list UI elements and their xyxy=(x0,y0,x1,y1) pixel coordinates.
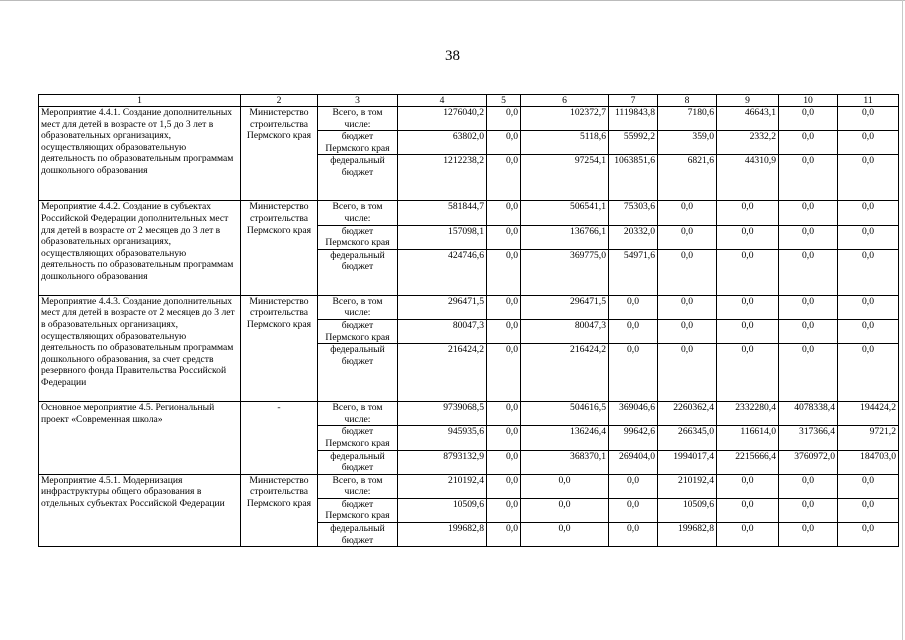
amount-cell: 0,0 xyxy=(779,344,838,402)
funding-source-cell: Всего, в том числе: xyxy=(318,474,398,498)
column-header: 2 xyxy=(241,95,318,107)
amount-cell: 8793132,9 xyxy=(398,450,487,474)
amount-cell: 317366,4 xyxy=(779,426,838,450)
amount-cell: 0,0 xyxy=(838,498,899,522)
amount-cell: 0,0 xyxy=(609,523,658,547)
column-header: 4 xyxy=(398,95,487,107)
amount-cell: 0,0 xyxy=(717,344,779,402)
amount-cell: 184703,0 xyxy=(838,450,899,474)
amount-cell: 0,0 xyxy=(609,319,658,343)
activity-name-cell: Мероприятие 4.4.1. Создание дополнительных мест для детей в возрасте от 1,5 до 3 лет в образовательных организациях, осуществляющих образовательную деятельность по образовательным программам дошкольного образования xyxy=(39,107,241,201)
amount-cell: 0,0 xyxy=(779,474,838,498)
amount-cell: 136246,4 xyxy=(521,426,609,450)
header-row xyxy=(39,95,899,107)
amount-cell: 9721,2 xyxy=(838,426,899,450)
executor-cell: Министерство строительства Пермского края xyxy=(241,295,318,401)
amount-cell: 0,0 xyxy=(487,344,521,402)
amount-cell: 0,0 xyxy=(779,249,838,295)
funding-source-cell: федеральный бюджет xyxy=(318,249,398,295)
column-header: 3 xyxy=(318,95,398,107)
table-row xyxy=(39,402,899,426)
amount-cell: 0,0 xyxy=(838,319,899,343)
amount-cell: 369046,6 xyxy=(609,402,658,426)
amount-cell: 369775,0 xyxy=(521,249,609,295)
amount-cell: 20332,0 xyxy=(609,225,658,249)
amount-cell: 0,0 xyxy=(487,450,521,474)
budget-table xyxy=(38,94,899,547)
funding-source-cell: Всего, в том числе: xyxy=(318,107,398,131)
executor-cell: Министерство строительства Пермского края xyxy=(241,201,318,295)
amount-cell: 0,0 xyxy=(838,344,899,402)
column-header: 8 xyxy=(658,95,717,107)
funding-source-cell: бюджет Пермского края xyxy=(318,131,398,155)
amount-cell: 0,0 xyxy=(717,225,779,249)
funding-source-cell: федеральный бюджет xyxy=(318,523,398,547)
amount-cell: 0,0 xyxy=(779,319,838,343)
amount-cell: 0,0 xyxy=(487,474,521,498)
amount-cell: 2332,2 xyxy=(717,131,779,155)
amount-cell: 10509,6 xyxy=(658,498,717,522)
amount-cell: 194424,2 xyxy=(838,402,899,426)
page-number: 38 xyxy=(445,48,460,64)
amount-cell: 0,0 xyxy=(487,131,521,155)
amount-cell: 0,0 xyxy=(521,474,609,498)
amount-cell: 75303,6 xyxy=(609,201,658,225)
amount-cell: 0,0 xyxy=(717,523,779,547)
amount-cell: 581844,7 xyxy=(398,201,487,225)
activity-name-cell: Основное мероприятие 4.5. Региональный проект «Современная школа» xyxy=(39,402,241,475)
amount-cell: 0,0 xyxy=(609,295,658,319)
amount-cell: 157098,1 xyxy=(398,225,487,249)
amount-cell: 0,0 xyxy=(838,249,899,295)
amount-cell: 44310,9 xyxy=(717,155,779,201)
column-header: 1 xyxy=(39,95,241,107)
amount-cell: 0,0 xyxy=(487,201,521,225)
amount-cell: 2260362,4 xyxy=(658,402,717,426)
amount-cell: 136766,1 xyxy=(521,225,609,249)
amount-cell: 0,0 xyxy=(487,523,521,547)
amount-cell: 266345,0 xyxy=(658,426,717,450)
amount-cell: 1063851,6 xyxy=(609,155,658,201)
amount-cell: 0,0 xyxy=(717,498,779,522)
amount-cell: 0,0 xyxy=(658,319,717,343)
amount-cell: 55992,2 xyxy=(609,131,658,155)
column-header: 7 xyxy=(609,95,658,107)
amount-cell: 0,0 xyxy=(487,295,521,319)
funding-source-cell: бюджет Пермского края xyxy=(318,319,398,343)
executor-cell: Министерство строительства Пермского края xyxy=(241,107,318,201)
amount-cell: 0,0 xyxy=(658,249,717,295)
amount-cell: 296471,5 xyxy=(521,295,609,319)
amount-cell: 1276040,2 xyxy=(398,107,487,131)
amount-cell: 4078338,4 xyxy=(779,402,838,426)
amount-cell: 0,0 xyxy=(717,474,779,498)
amount-cell: 216424,2 xyxy=(398,344,487,402)
amount-cell: 368370,1 xyxy=(521,450,609,474)
amount-cell: 0,0 xyxy=(658,225,717,249)
amount-cell: 296471,5 xyxy=(398,295,487,319)
amount-cell: 0,0 xyxy=(609,498,658,522)
amount-cell: 0,0 xyxy=(609,344,658,402)
amount-cell: 0,0 xyxy=(487,249,521,295)
amount-cell: 6821,6 xyxy=(658,155,717,201)
amount-cell: 0,0 xyxy=(521,523,609,547)
amount-cell: 0,0 xyxy=(487,107,521,131)
amount-cell: 0,0 xyxy=(779,295,838,319)
amount-cell: 216424,2 xyxy=(521,344,609,402)
amount-cell: 0,0 xyxy=(658,201,717,225)
funding-source-cell: Всего, в том числе: xyxy=(318,295,398,319)
column-header: 5 xyxy=(487,95,521,107)
amount-cell: 0,0 xyxy=(487,426,521,450)
table-row xyxy=(39,295,899,319)
amount-cell: 359,0 xyxy=(658,131,717,155)
executor-cell: Министерство строительства Пермского края xyxy=(241,474,318,547)
amount-cell: 506541,1 xyxy=(521,201,609,225)
amount-cell: 116614,0 xyxy=(717,426,779,450)
amount-cell: 0,0 xyxy=(658,344,717,402)
table-row xyxy=(39,201,899,225)
table-row xyxy=(39,474,899,498)
activity-name-cell: Мероприятие 4.5.1. Модернизация инфраструктуры общего образования в отдельных субъектах Российской Федерации xyxy=(39,474,241,547)
amount-cell: 199682,8 xyxy=(398,523,487,547)
amount-cell: 0,0 xyxy=(717,295,779,319)
column-header: 6 xyxy=(521,95,609,107)
amount-cell: 2332280,4 xyxy=(717,402,779,426)
funding-source-cell: Всего, в том числе: xyxy=(318,201,398,225)
column-header: 10 xyxy=(779,95,838,107)
amount-cell: 0,0 xyxy=(487,319,521,343)
amount-cell: 0,0 xyxy=(779,155,838,201)
amount-cell: 97254,1 xyxy=(521,155,609,201)
amount-cell: 0,0 xyxy=(521,498,609,522)
funding-source-cell: бюджет Пермского края xyxy=(318,426,398,450)
funding-source-cell: федеральный бюджет xyxy=(318,155,398,201)
scan-edge-top xyxy=(0,0,905,1)
column-header: 11 xyxy=(838,95,899,107)
scan-edge-right xyxy=(902,0,903,640)
amount-cell: 80047,3 xyxy=(521,319,609,343)
amount-cell: 10509,6 xyxy=(398,498,487,522)
amount-cell: 1994017,4 xyxy=(658,450,717,474)
amount-cell: 0,0 xyxy=(487,498,521,522)
amount-cell: 0,0 xyxy=(838,107,899,131)
amount-cell: 0,0 xyxy=(779,523,838,547)
funding-source-cell: бюджет Пермского края xyxy=(318,225,398,249)
amount-cell: 0,0 xyxy=(779,498,838,522)
activity-name-cell: Мероприятие 4.4.3. Создание дополнительных мест для детей в возрасте от 2 месяцев до 3 лет в образовательных организациях, осуществляющих образовательную деятельность по образовательным программам дошкольного образования, за счет средств резервного фонда Правительства Российской Федерации xyxy=(39,295,241,401)
funding-source-cell: Всего, в том числе: xyxy=(318,402,398,426)
amount-cell: 0,0 xyxy=(838,155,899,201)
amount-cell: 0,0 xyxy=(779,225,838,249)
amount-cell: 0,0 xyxy=(838,201,899,225)
amount-cell: 0,0 xyxy=(717,201,779,225)
table-body xyxy=(39,107,899,547)
amount-cell: 54971,6 xyxy=(609,249,658,295)
amount-cell: 63802,0 xyxy=(398,131,487,155)
amount-cell: 269404,0 xyxy=(609,450,658,474)
amount-cell: 0,0 xyxy=(779,107,838,131)
amount-cell: 1119843,8 xyxy=(609,107,658,131)
amount-cell: 945935,6 xyxy=(398,426,487,450)
amount-cell: 210192,4 xyxy=(658,474,717,498)
amount-cell: 199682,8 xyxy=(658,523,717,547)
amount-cell: 5118,6 xyxy=(521,131,609,155)
amount-cell: 0,0 xyxy=(487,402,521,426)
amount-cell: 0,0 xyxy=(658,295,717,319)
amount-cell: 0,0 xyxy=(609,474,658,498)
amount-cell: 1212238,2 xyxy=(398,155,487,201)
amount-cell: 424746,6 xyxy=(398,249,487,295)
amount-cell: 0,0 xyxy=(487,225,521,249)
activity-name-cell: Мероприятие 4.4.2. Создание в субъектах Российской Федерации дополнительных мест для детей в возрасте от 2 месяцев до 3 лет в образовательных организациях, осуществляющих образовательную деятельность по образовательным программам дошкольного образования xyxy=(39,201,241,295)
amount-cell: 0,0 xyxy=(838,474,899,498)
amount-cell: 3760972,0 xyxy=(779,450,838,474)
amount-cell: 7180,6 xyxy=(658,107,717,131)
amount-cell: 504616,5 xyxy=(521,402,609,426)
amount-cell: 0,0 xyxy=(487,155,521,201)
amount-cell: 0,0 xyxy=(838,523,899,547)
funding-source-cell: бюджет Пермского края xyxy=(318,498,398,522)
amount-cell: 80047,3 xyxy=(398,319,487,343)
amount-cell: 0,0 xyxy=(717,319,779,343)
amount-cell: 9739068,5 xyxy=(398,402,487,426)
amount-cell: 0,0 xyxy=(717,249,779,295)
amount-cell: 0,0 xyxy=(838,295,899,319)
amount-cell: 2215666,4 xyxy=(717,450,779,474)
table-row xyxy=(39,107,899,131)
funding-source-cell: федеральный бюджет xyxy=(318,344,398,402)
funding-source-cell: федеральный бюджет xyxy=(318,450,398,474)
amount-cell: 0,0 xyxy=(838,225,899,249)
executor-cell: - xyxy=(241,402,318,475)
amount-cell: 210192,4 xyxy=(398,474,487,498)
amount-cell: 102372,7 xyxy=(521,107,609,131)
amount-cell: 46643,1 xyxy=(717,107,779,131)
column-header: 9 xyxy=(717,95,779,107)
amount-cell: 0,0 xyxy=(838,131,899,155)
amount-cell: 0,0 xyxy=(779,131,838,155)
amount-cell: 99642,6 xyxy=(609,426,658,450)
amount-cell: 0,0 xyxy=(779,201,838,225)
